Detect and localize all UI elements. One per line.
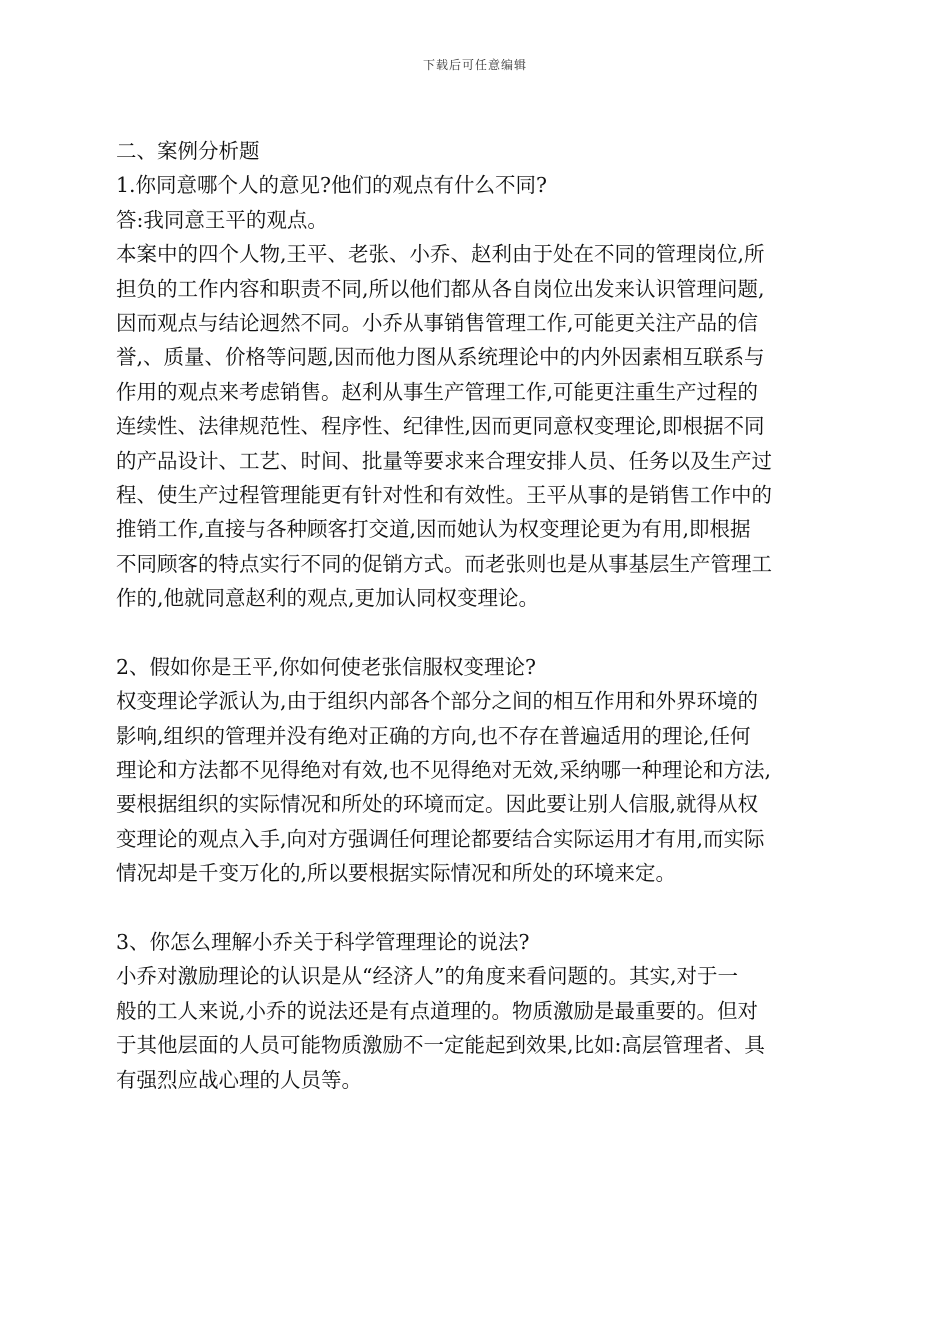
answer-line: 因而观点与结论迥然不同。小乔从事销售管理工作,可能更关注产品的信: [116, 310, 759, 335]
paragraph-gap: [116, 615, 836, 649]
question-1-answer-lead: 答:我同意王平的观点。: [116, 207, 328, 232]
question-1-block: [116, 168, 836, 615]
answer-line: 担负的工作内容和职责不同,所以他们都从各自岗位出发来认识管理问题,: [116, 276, 765, 301]
paragraph-gap: [116, 891, 836, 925]
answer-line: 程、使生产过程管理能更有针对性和有效性。王平从事的是销售工作中的: [116, 482, 772, 507]
section-title: 二、案例分析题: [116, 139, 260, 163]
answer-line: 般的工人来说,小乔的说法还是有点道理的。物质激励是最重要的。但对: [116, 998, 759, 1023]
answer-line: 的产品设计、工艺、时间、批量等要求来合理安排人员、任务以及生产过: [116, 448, 772, 473]
answer-line: 变理论的观点入手,向对方强调任何理论都要结合实际运用才有用,而实际: [116, 826, 765, 851]
answer-line: 理论和方法都不见得绝对有效,也不见得绝对无效,采纳哪一种理论和方法,: [116, 758, 772, 783]
answer-line: 要根据组织的实际情况和所处的环境而定。因此要让别人信服,就得从权: [116, 792, 759, 817]
answer-line: 影响,组织的管理并没有绝对正确的方向,也不存在普遍适用的理论,任何: [116, 723, 751, 748]
answer-line: 权变理论学派认为,由于组织内部各个部分之间的相互作用和外界环境的: [116, 689, 759, 714]
answer-line: 誉,、质量、价格等问题,因而他力图从系统理论中的内外因素相互联系与: [116, 345, 765, 370]
answer-line: 本案中的四个人物,王平、老张、小乔、赵利由于处在不同的管理岗位,所: [116, 242, 765, 267]
answer-line: 作的,他就同意赵利的观点,更加认同权变理论。: [116, 586, 540, 611]
answer-line: 小乔对激励理论的认识是从“经济人”的角度来看问题的。其实,对于一: [116, 964, 738, 989]
answer-line: 不同顾客的特点实行不同的促销方式。而老张则也是从事基层生产管理工: [116, 551, 772, 576]
answer-line: 连续性、法律规范性、程序性、纪律性,因而更同意权变理论,即根据不同: [116, 414, 765, 439]
answer-line: 情况却是千变万化的,所以要根据实际情况和所处的环境来定。: [116, 861, 677, 886]
answer-line: 于其他层面的人员可能物质激励不一定能起到效果,比如:高层管理者、具: [116, 1033, 765, 1058]
question-3-heading: 3、你怎么理解小乔关于科学管理理论的说法?: [116, 929, 530, 954]
answer-line: 推销工作,直接与各种顾客打交道,因而她认为权变理论更为有用,即根据: [116, 517, 751, 542]
page-header: 下载后可任意编辑: [422, 58, 527, 72]
question-3-block: [116, 925, 836, 1097]
question-2-block: [116, 650, 836, 891]
document-body: [116, 134, 836, 1097]
answer-line: 有强烈应战心理的人员等。: [116, 1067, 362, 1092]
question-2-heading: 2、假如你是王平,你如何使老张信服权变理论?: [116, 654, 537, 679]
answer-line: 作用的观点来考虑销售。赵利从事生产管理工作,可能更注重生产过程的: [116, 379, 759, 404]
question-1-heading: 1.你同意哪个人的意见?他们的观点有什么不同?: [116, 173, 548, 198]
